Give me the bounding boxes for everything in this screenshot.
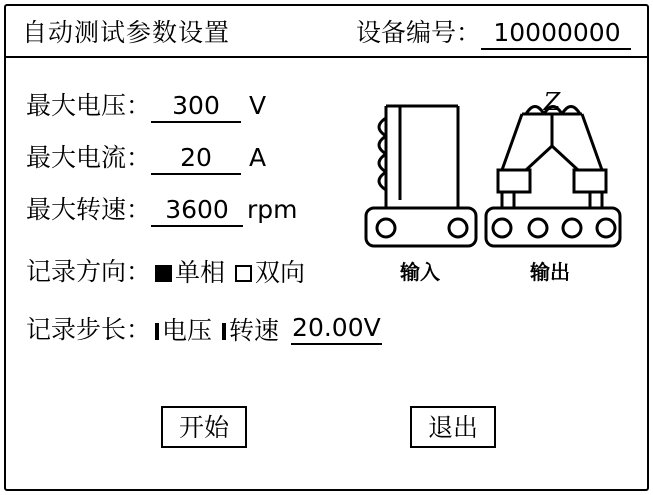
max-speed-input[interactable]: 3600 <box>151 195 243 227</box>
device-id-field[interactable]: 10000000 <box>481 18 631 50</box>
page-title: 自动测试参数设置 <box>22 18 231 47</box>
max-voltage-label: 最大电压： <box>26 91 152 120</box>
record-direction-option1-checkbox[interactable] <box>155 265 172 282</box>
max-voltage-input[interactable]: 300 <box>151 91 241 123</box>
field-max-voltage <box>26 86 356 138</box>
field-record-direction <box>26 242 356 300</box>
record-direction-option2-label[interactable]: 双向 <box>255 258 306 287</box>
device-id-label: 设备编号： <box>355 17 481 47</box>
impedance-symbol: Z <box>543 88 561 116</box>
max-voltage-unit: V <box>249 91 267 120</box>
circuit-diagram <box>354 88 634 298</box>
field-record-step <box>26 300 381 358</box>
device-id-group <box>356 13 631 50</box>
record-step-option2-checkbox[interactable] <box>222 323 226 340</box>
content-area <box>6 58 647 489</box>
record-step-option1-label[interactable]: 电压 <box>162 316 213 345</box>
input-caption: 输入 <box>400 260 440 284</box>
max-current-label: 最大电流： <box>26 143 152 172</box>
record-step-value-input[interactable]: 20.00V <box>291 313 382 345</box>
record-step-option1-checkbox[interactable] <box>155 323 159 340</box>
max-current-input[interactable]: 20 <box>151 143 241 175</box>
max-speed-label: 最大转速： <box>26 195 152 224</box>
parameter-form <box>26 86 381 358</box>
field-max-speed <box>26 190 356 242</box>
record-direction-option2-checkbox[interactable] <box>235 265 252 282</box>
record-direction-option1-label[interactable]: 单相 <box>175 258 226 287</box>
max-current-unit: A <box>249 143 267 172</box>
record-step-option2-label[interactable]: 转速 <box>229 316 280 345</box>
record-step-label: 记录步长： <box>26 314 152 344</box>
output-caption: 输出 <box>530 260 570 284</box>
button-bar <box>6 406 647 466</box>
max-speed-unit: rpm <box>247 195 298 224</box>
start-button[interactable]: 开始 <box>161 406 247 448</box>
record-direction-label: 记录方向： <box>26 256 152 286</box>
title-bar <box>6 6 647 58</box>
field-max-current <box>26 138 356 190</box>
exit-button[interactable]: 退出 <box>410 406 496 448</box>
circuit-diagram-svg <box>354 88 634 288</box>
